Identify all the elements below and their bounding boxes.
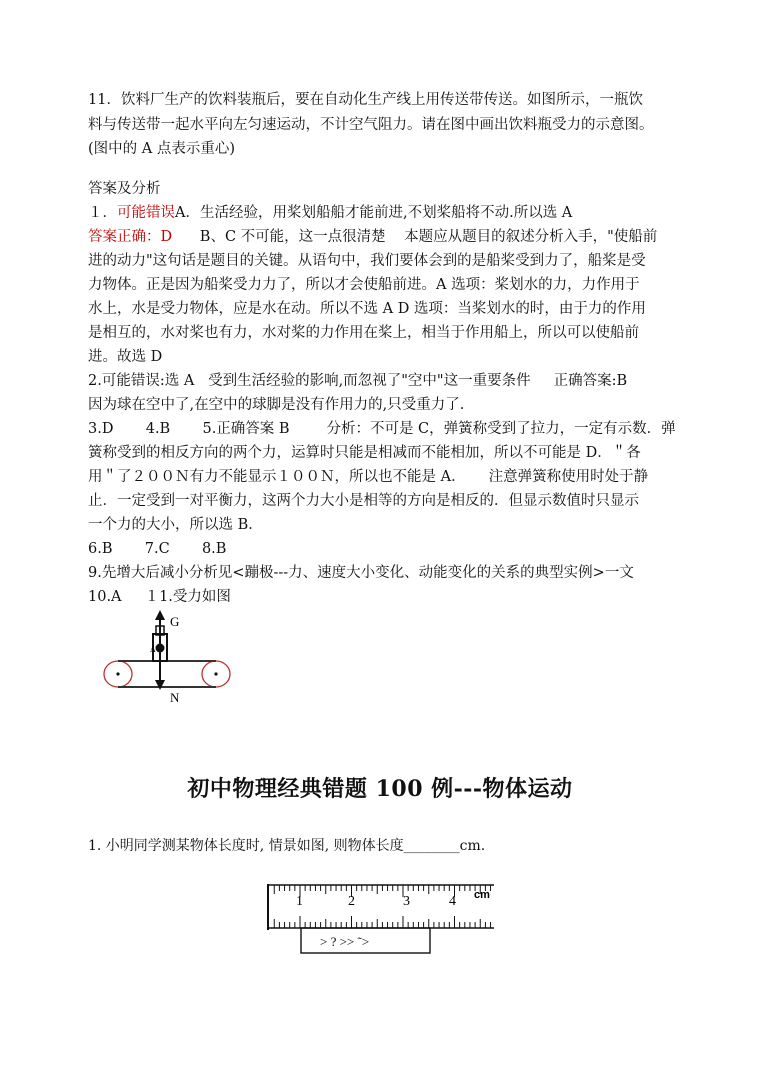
answer-9: 9.先增大后减小分析见<蹦极---力、速度大小变化、动能变化的关系的典型实例>一文 <box>88 565 634 581</box>
answer-3-line3: 用＂了２００Ｎ有力不能显示１００Ｎ，所以也不能是 A． 注意弹簧称使用时处于静 <box>88 469 649 485</box>
answer-1-correct-label: 答案正确：D <box>88 229 173 245</box>
answer-3-line1: 3.D 4.B 5.正确答案 B 分析：不可是 C，弹簧称受到了拉力，一定有示数．弹 <box>88 421 676 437</box>
q11-line3: (图中的 A 点表示重心) <box>88 141 236 157</box>
answers-heading: 答案及分析 <box>88 181 161 197</box>
next-question-1: 1. 小明同学测某物体长度时, 情景如图, 则物体长度________cm. <box>88 838 486 854</box>
ruler-tick-label-1: 1 <box>296 894 303 909</box>
answer-1-line4: 力物体。正是因为船桨受力力了，所以才会使船前进。A 选项：桨划水的力，力作用于 <box>88 277 640 293</box>
ruler-tick-label-2: 2 <box>348 894 355 909</box>
ruler-unit-label: cm <box>474 889 490 901</box>
answer-1-line3: 进的动力"这句话是题目的关键。从语句中，我们要体会到的是船桨受到力了，船桨是受 <box>88 253 646 269</box>
force-diagram <box>100 608 250 708</box>
ruler-tick-label-4: 4 <box>449 894 456 909</box>
answer-2-line1: 2.可能错误:选 A 受到生活经验的影响,而忽视了"空中"这一重要条件 正确答案:B <box>88 373 628 389</box>
force-label-a: A <box>150 645 156 654</box>
answer-3-line2: 簧称受到的相反方向的两个力，运算时只能是相减而不能相加，所以不可能是 D．＂各 <box>88 445 641 461</box>
answer-1-line7: 进。故选 D <box>88 349 163 365</box>
q11-line1: 11．饮料厂生产的饮料装瓶后，要在自动化生产线上用传送带传送。如图所示，一瓶饮 <box>88 92 643 108</box>
answer-1-prefix: １． <box>88 205 117 221</box>
answer-1-line2 <box>88 225 688 249</box>
ruler-diagram <box>262 880 502 970</box>
q11-line2: 料与传送带一起水平向左匀速运动，不计空气阻力。请在图中画出饮料瓶受力的示意图。 <box>88 117 654 133</box>
answer-1-line5: 水上，水是受力物体，应是水在动。所以不选 A D 选项：当桨划水的时，由于力的作用 <box>88 301 646 317</box>
answer-1-line2-text: B、C 不可能，这一点很清楚 本题应从题目的叙述分析入手，"使船前 <box>172 229 658 245</box>
ruler-object-scribble: > ? >> ˜> <box>320 934 370 949</box>
answer-1-line6: 是相互的，水对桨也有力，水对桨的力作用在桨上，相当于作用船上，所以可以使船前 <box>88 325 639 341</box>
answer-2-line2: 因为球在空中了,在空中的球脚是没有作用力的,只受重力了. <box>88 397 465 413</box>
answer-6-8: 6.B 7.C 8.B <box>88 541 227 557</box>
answer-1-line1 <box>88 201 688 225</box>
answer-3-line5: 一个力的大小，所以选 B． <box>88 517 263 533</box>
force-label-g: G <box>170 614 180 629</box>
answer-10-11: 10.A １1.受力如图 <box>88 589 231 605</box>
force-label-n: N <box>170 690 180 705</box>
section-title: 初中物理经典错题 100 例---物体运动 <box>187 776 573 802</box>
answer-3-line4: 止．一定受到一对平衡力，这两个力大小是相等的方向是相反的．但显示数值时只显示 <box>88 493 639 509</box>
answer-1-wrong-text: A．生活经验，用桨划船船才能前进,不划桨船将不动.所以选 A <box>175 205 573 221</box>
ruler-tick-label-3: 3 <box>403 894 410 909</box>
answer-1-wrong-label: 可能错误 <box>117 205 175 221</box>
